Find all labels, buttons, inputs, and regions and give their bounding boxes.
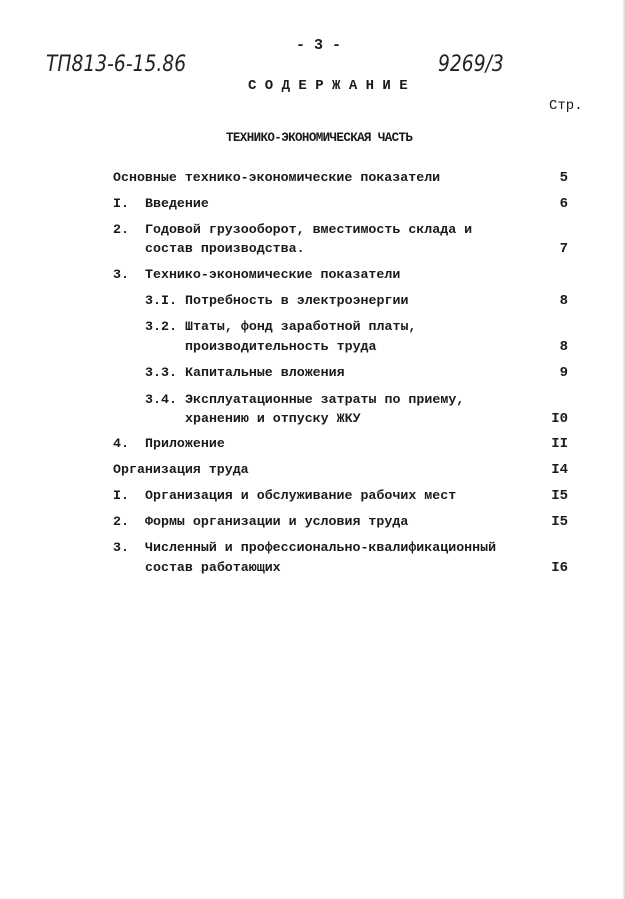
toc-entry-number: 3.3. [145,365,177,380]
toc-entry-page: I5 [551,514,568,530]
page-number: - 3 - [296,37,342,54]
toc-entry-number: 2. [113,222,129,237]
toc-entry-text: Приложение [145,436,225,451]
toc-entry-text: Формы организации и условия труда [145,514,409,529]
toc-entry-page: 8 [559,293,568,309]
toc-entry-text: состав работающих [145,560,281,575]
toc-entry-text: Введение [145,196,209,211]
toc-entry-page: I6 [551,560,568,576]
toc-entry-page: II [551,436,568,452]
contents-title: С О Д Е Р Ж А Н И Е [248,78,408,94]
section-title: ТЕХНИКО-ЭКОНОМИЧЕСКАЯ ЧАСТЬ [226,131,413,145]
toc-entry-text: Потребность в электроэнергии [185,293,409,308]
toc-entry-text: Годовой грузооборот, вместимость склада и [145,222,473,237]
toc-entry-text: Технико-экономические показатели [145,267,401,282]
toc-entry-text: производительность труда [185,339,377,354]
scan-edge [622,0,626,899]
toc-entry-page: 5 [559,170,568,186]
toc-entry-text: Капитальные вложения [185,365,345,380]
toc-entry-text: состав производства. [145,241,305,256]
toc-entry-page: I5 [551,488,568,504]
toc-entry-text: Численный и профессионально-квалификационный [145,540,497,555]
toc-entry-page: 9 [559,365,568,381]
toc-entry-text: Организация и обслуживание рабочих мест [145,488,457,503]
toc-entry-page: I4 [551,462,568,478]
toc-entry-number: 3.4. [145,392,177,407]
document-code: ТП813-6-15.86 [46,52,187,77]
toc-entry-number: 3.2. [145,319,177,334]
inventory-number: 9269/3 [438,52,504,77]
page-column-label: Стр. [549,98,583,114]
toc-entry-number: 3. [113,267,129,282]
toc-entry-page: I0 [551,411,568,427]
toc-entry-number: I. [113,488,129,503]
toc-entry-text: Штаты, фонд заработной платы, [185,319,417,334]
toc-entry-number: 3.I. [145,293,177,308]
toc-entry-number: 2. [113,514,129,529]
toc-entry-number: I. [113,196,129,211]
toc-entry-page: 6 [559,196,568,212]
toc-entry-text: Эксплуатационные затраты по приему, [185,392,465,407]
toc-entry-number: 4. [113,436,129,451]
toc-entry-text: Основные технико-экономические показатели [113,170,441,185]
toc-entry-text: Организация труда [113,462,249,477]
toc-entry-number: 3. [113,540,129,555]
toc-entry-text: хранению и отпуску ЖКУ [185,411,361,426]
toc-entry-page: 8 [559,339,568,355]
toc-entry-page: 7 [559,241,568,257]
